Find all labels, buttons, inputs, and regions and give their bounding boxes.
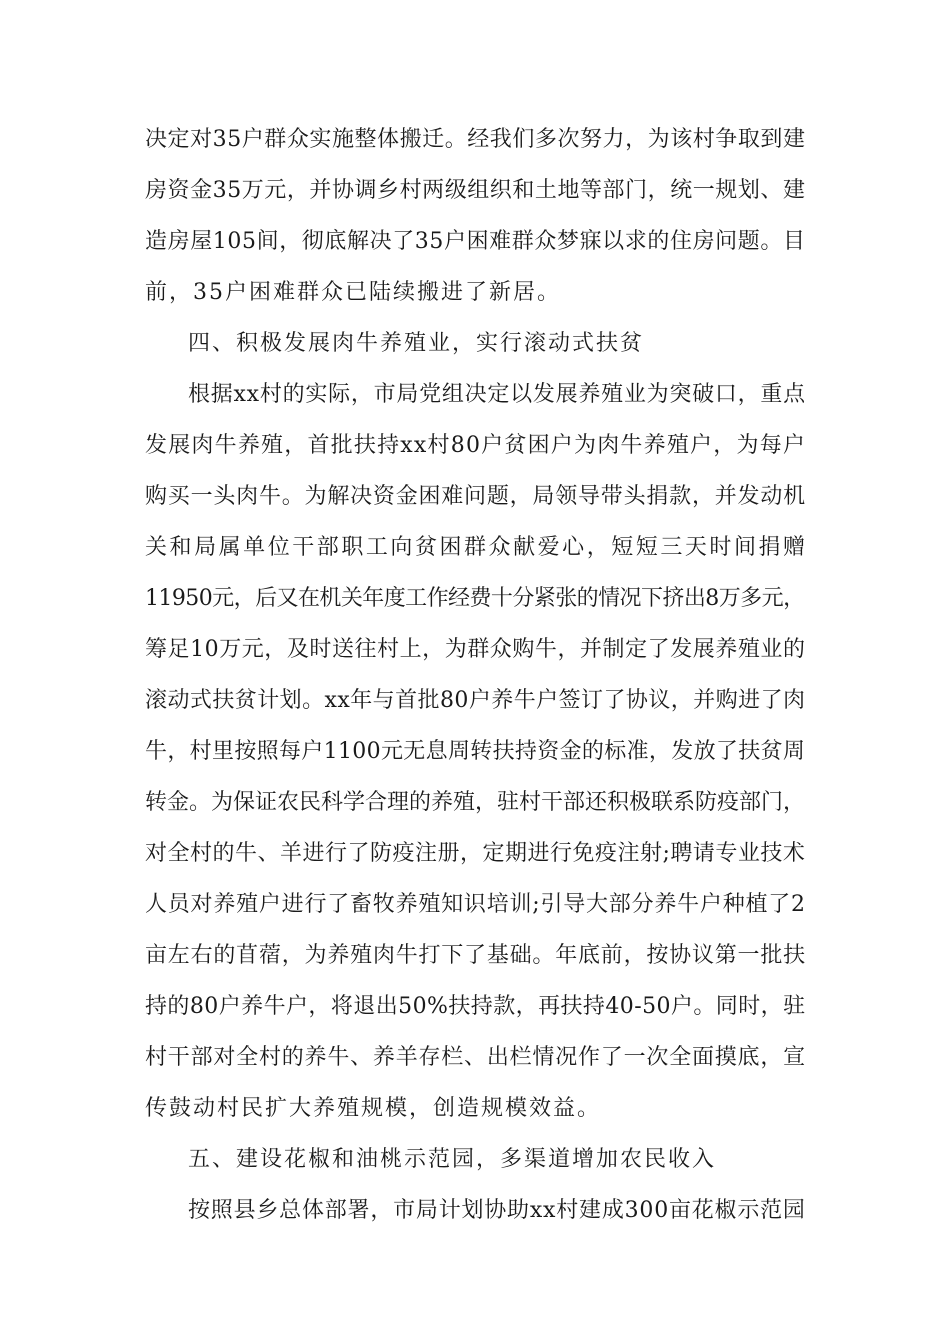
text-line: 对全村的牛、羊进行了防疫注册，定期进行免疫注射;聘请专业技术 bbox=[145, 841, 806, 866]
text-line: 传鼓动村民扩大养殖规模，创造规模效益。 bbox=[145, 1096, 602, 1121]
text-line: 购买一头肉牛。为解决资金困难问题，局领导带头捐款，并发动机 bbox=[145, 484, 806, 509]
section-heading: 五、建设花椒和油桃示范园，多渠道增加农民收入 bbox=[188, 1147, 717, 1172]
section-heading: 四、积极发展肉牛养殖业，实行滚动式扶贫 bbox=[188, 331, 645, 356]
text-line: 转金。为保证农民科学合理的养殖，驻村干部还积极联系防疫部门， bbox=[145, 790, 806, 815]
text-line: 发展肉牛养殖，首批扶持xx村80户贫困户为肉牛养殖户，为每户 bbox=[145, 433, 807, 458]
text-line: 筹足10万元，及时送往村上，为群众购牛，并制定了发展养殖业的 bbox=[145, 637, 806, 662]
text-line: 决定对35户群众实施整体搬迁。经我们多次努力，为该村争取到建 bbox=[145, 127, 806, 152]
text-line: 关和局属单位干部职工向贫困群众献爱心，短短三天时间捐赠 bbox=[145, 535, 808, 560]
text-line: 按照县乡总体部署，市局计划协助xx村建成300亩花椒示范园 bbox=[188, 1198, 806, 1223]
text-line: 滚动式扶贫计划。xx年与首批80户养牛户签订了协议，并购进了肉 bbox=[145, 688, 806, 713]
text-line: 造房屋105间，彻底解决了35户困难群众梦寐以求的住房问题。目 bbox=[145, 229, 806, 254]
text-line: 前，35户困难群众已陆续搬进了新居。 bbox=[145, 280, 561, 305]
text-line: 房资金35万元，并协调乡村两级组织和土地等部门，统一规划、建 bbox=[145, 178, 806, 203]
text-line: 根据xx村的实际，市局党组决定以发展养殖业为突破口，重点 bbox=[188, 382, 806, 407]
text-line: 亩左右的苜蓿，为养殖肉牛打下了基础。年底前，按协议第一批扶 bbox=[145, 943, 806, 968]
text-line: 11950元，后又在机关年度工作经费十分紧张的情况下挤出8万多元， bbox=[145, 586, 805, 611]
text-line: 持的80户养牛户，将退出50%扶持款，再扶持40-50户。同时，驻 bbox=[145, 994, 806, 1019]
text-line: 牛，村里按照每户1100元无息周转扶持资金的标准，发放了扶贫周 bbox=[145, 739, 806, 764]
text-line: 人员对养殖户进行了畜牧养殖知识培训;引导大部分养牛户种植了2 bbox=[145, 892, 806, 917]
text-line: 村干部对全村的养牛、养羊存栏、出栏情况作了一次全面摸底，宣 bbox=[145, 1045, 806, 1070]
